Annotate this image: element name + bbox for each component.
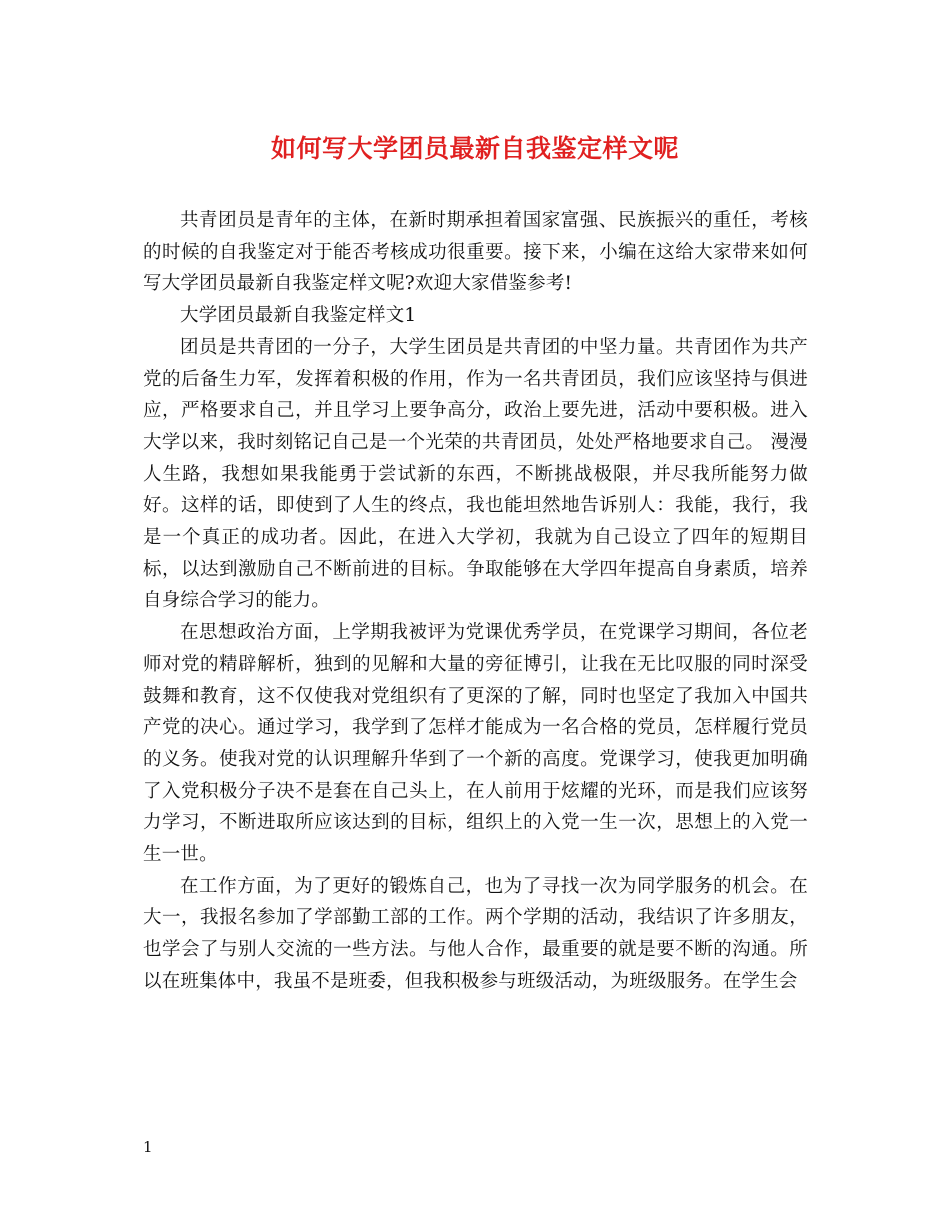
- intro-paragraph: 共青团员是青年的主体，在新时期承担着国家富强、民族振兴的重任，考核的时候的自我鉴定对于能否考核成功很重要。接下来，小编在这给大家带来如何写大学团员最新自我鉴定样文呢?欢迎大家借鉴参考!: [143, 210, 808, 295]
- document-body: [143, 205, 808, 998]
- body-paragraph: 在思想政治方面，上学期我被评为党课优秀学员，在党课学习期间，各位老师对党的精辟解析，独到的见解和大量的旁征博引，让我在无比叹服的同时深受鼓舞和教育，这不仅使我对党组织有了更深的了解，同时也坚定了我加入中国共产党的决心。通过学习，我学到了怎样才能成为一名合格的党员，怎样履行党员的义务。使我对党的认识理解升华到了一个新的高度。党课学习，使我更加明确了入党积极分子决不是套在自己头上，在人前用于炫耀的光环，而是我们应该努力学习，不断进取所应该达到的目标，组织上的入党一生一次，思想上的入党一生一世。: [143, 622, 808, 866]
- document-title: 如何写大学团员最新自我鉴定样文呢: [270, 134, 679, 163]
- body-paragraph: 团员是共青团的一分子，大学生团员是共青团的中坚力量。共青团作为共产党的后备生力军，发挥着积极的作用，作为一名共青团员，我们应该坚持与俱进应，严格要求自己，并且学习上要争高分，政治上要先进，活动中要积极。进入大学以来，我时刻铭记自己是一个光荣的共青团员，处处严格地要求自己。 漫漫人生路，我想如果我能勇于尝试新的东西，不断挑战极限，并尽我所能努力做好。这样的话，即使到了人生的终点，我也能坦然地告诉别人：我能，我行，我是一个真正的成功者。因此，在进入大学初，我就为自己设立了四年的短期目标，以达到激励自己不断前进的目标。争取能够在大学四年提高自身素质，培养自身综合学习的能力。: [143, 336, 808, 612]
- page-number: 1: [143, 1138, 153, 1156]
- body-paragraph: 在工作方面，为了更好的锻炼自己，也为了寻找一次为同学服务的机会。在大一，我报名参加了学部勤工部的工作。两个学期的活动，我结识了许多朋友，也学会了与别人交流的一些方法。与他人合作，最重要的就是要不断的沟通。所以在班集体中，我虽不是班委，但我积极参与班级活动，为班级服务。在学生会: [143, 875, 808, 992]
- sample-heading: 大学团员最新自我鉴定样文1: [180, 305, 417, 327]
